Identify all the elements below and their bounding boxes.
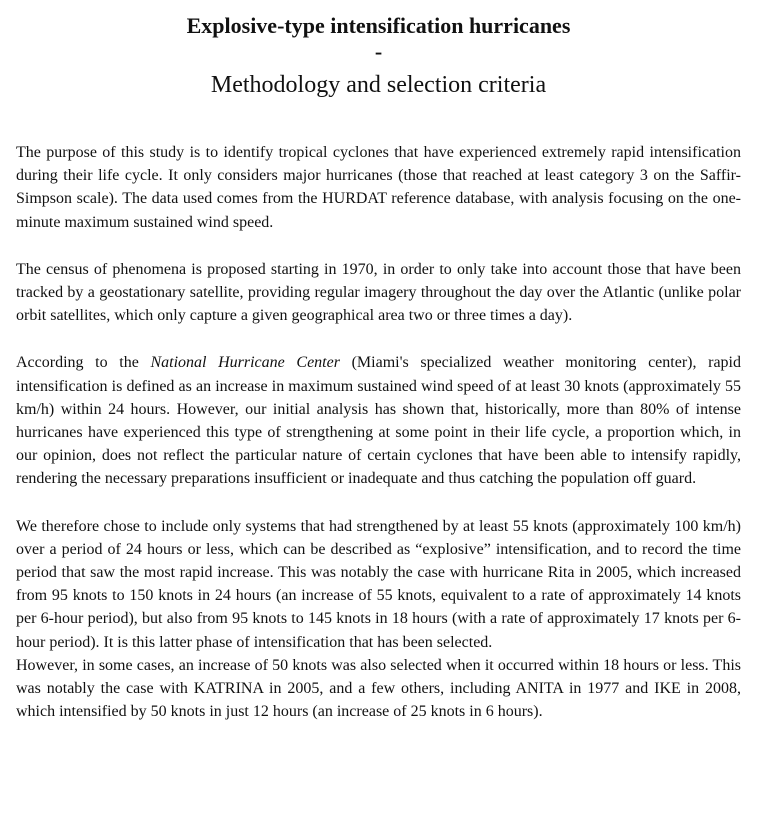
title-separator: - (374, 39, 383, 64)
document-subtitle: Methodology and selection criteria (210, 72, 547, 98)
paragraph-purpose: The purpose of this study is to identify tropical cyclones that have experienced extremely rapid intensification during their life cycle. It only considers major hurricanes (those that reached at least category 3 on the Saffir-Simpson scale). The data used comes from the HURDAT reference database, with analysis focusing on the one-minute maximum sustained wind speed. (16, 144, 741, 231)
paragraph-exceptions: However, in some cases, an increase of 50 knots was also selected when it occurred within 18 hours or less. This was notably the case with KATRINA in 2005, and a few others, including ANITA in 1977 and IKE in 2008, which intensified by 50 knots in just 12 hours (an increase of 25 knots in 6 hours). (16, 656, 741, 721)
paragraph-selection-criteria: We therefore chose to include only systems that had strengthened by at least 55 knots (approximately 100 km/h) over a period of 24 hours or less, which can be described as “explosive” intensification, and to record the time period that saw the most rapid increase. This was notably the case with hurricane Rita in 2005, which increased from 95 knots to 150 knots in 24 hours (an increase of 55 knots, equivalent to a rate of approximately 14 knots per 6-hour period), but also from 95 knots to 145 knots in 18 hours (with a rate of approximately 17 knots per 6-hour period). It is this latter phase of intensification that has been selected. (16, 517, 741, 651)
paragraph-text: (Miami's specialized weather monitoring center), rapid intensification is defined as an increase in maximum sustained wind speed of at least 30 knots (approximately 55 km/h) within 24 hours. However, our initial analysis has shown that, historically, more than 80% of intense hurricanes have experienced this type of strengthening at some point in their life cycle, a proportion which, in our opinion, does not reflect the particular nature of certain cyclones that have been able to intensify rapidly, rendering the necessary preparations insufficient or inadequate and thus catching the population off guard. (16, 354, 741, 488)
paragraph-text: According to the (16, 354, 151, 372)
nhc-name-italic: National Hurricane Center (150, 354, 340, 372)
paragraph-census: The census of phenomena is proposed starting in 1970, in order to only take into account those that have been tracked by a geostationary satellite, providing regular imagery throughout the day over the Atlantic (unlike polar orbit satellites, which only capture a given geographical area two or three times a day). (16, 260, 741, 325)
document-title: Explosive-type intensification hurricanes (186, 13, 571, 38)
paragraph-nhc-definition (16, 351, 741, 490)
document-body (16, 141, 741, 723)
